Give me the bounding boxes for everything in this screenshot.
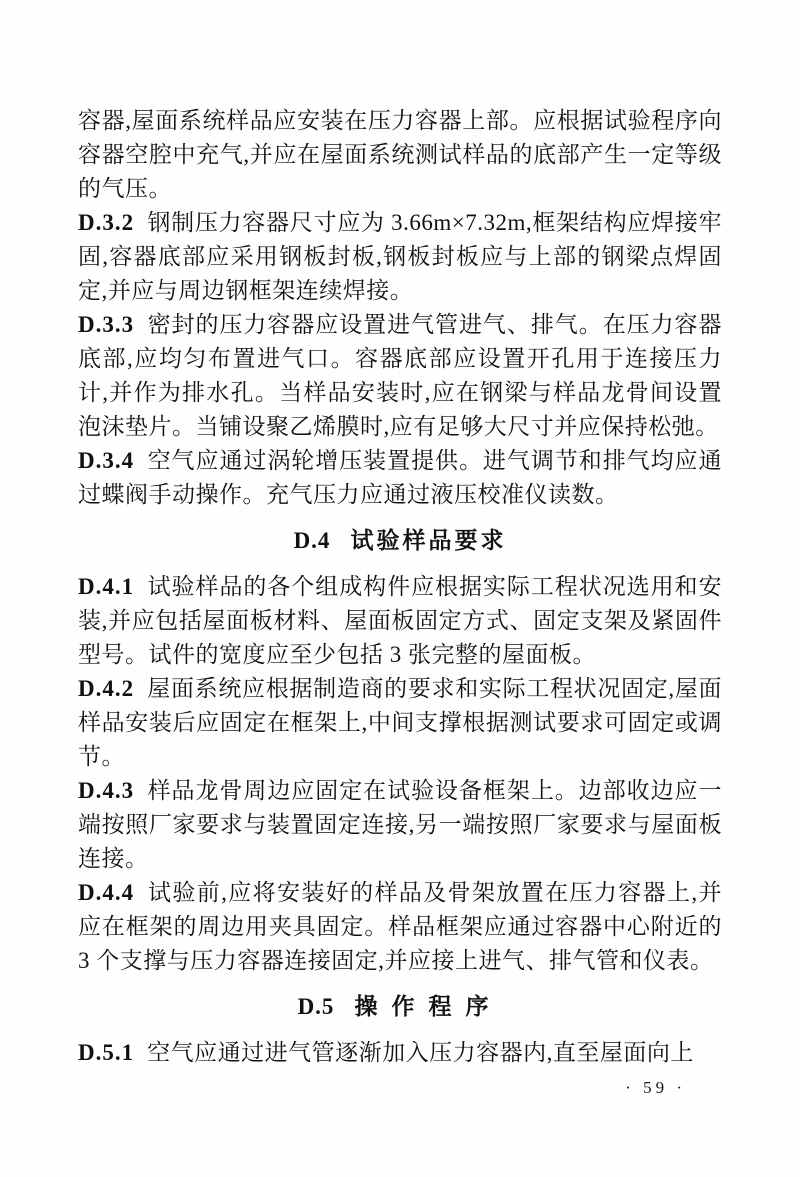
clause-number: D.4.2	[78, 676, 135, 701]
clause-text: 样品龙骨周边应固定在试验设备框架上。边部收边应一端按照厂家要求与装置固定连接,另一端按照厂家要求与屋面板连接。	[78, 778, 722, 871]
clause-number: D.4.1	[78, 574, 135, 599]
clause-d-3-3	[78, 308, 722, 444]
clause-number: D.4.4	[78, 880, 135, 905]
clause-text: 屋面系统应根据制造商的要求和实际工程状况固定,屋面样品安装后应固定在框架上,中间支撑根据测试要求可固定或调节。	[78, 676, 722, 769]
heading-title: 试验样品要求	[350, 528, 507, 553]
heading-number: D.5	[297, 994, 335, 1019]
clause-text: 试验样品的各个组成构件应根据实际工程状况选用和安装,并应包括屋面板材料、屋面板固定方式、固定支架及紧固件型号。试件的宽度应至少包括 3 张完整的屋面板。	[78, 574, 722, 667]
paragraph-continuation: 容器,屋面系统样品应安装在压力容器上部。应根据试验程序向容器空腔中充气,并应在屋面系统测试样品的底部产生一定等级的气压。	[78, 108, 722, 201]
clause-d-3-4	[78, 444, 722, 512]
clause-d-4-3	[78, 774, 722, 876]
clause-d-4-4	[78, 876, 722, 978]
section-heading-d5	[78, 990, 722, 1024]
clause-number: D.3.3	[78, 312, 135, 337]
clause-number: D.3.4	[78, 448, 135, 473]
clause-text: 空气应通过进气管逐渐加入压力容器内,直至屋面向上	[147, 1040, 694, 1065]
clause-number: D.5.1	[78, 1040, 135, 1065]
clause-text: 试验前,应将安装好的样品及骨架放置在压力容器上,并应在框架的周边用夹具固定。样品框架应通过容器中心附近的 3 个支撑与压力容器连接固定,并应接上进气、排气管和仪表。	[78, 880, 722, 973]
clause-d-5-1	[78, 1036, 722, 1070]
clause-number: D.3.2	[78, 210, 135, 235]
clause-number: D.4.3	[78, 778, 135, 803]
clause-text: 空气应通过涡轮增压装置提供。进气调节和排气均应通过蝶阀手动操作。充气压力应通过液压校准仪读数。	[78, 448, 722, 507]
clause-text: 密封的压力容器应设置进气管进气、排气。在压力容器底部,应均匀布置进气口。容器底部应设置开孔用于连接压力计,并作为排水孔。当样品安装时,应在钢梁与样品龙骨间设置泡沫垫片。当铺设聚乙烯膜时,应有足够大尺寸并应保持松弛。	[78, 312, 722, 439]
heading-number: D.4	[293, 528, 331, 553]
clause-d-4-2	[78, 672, 722, 774]
clause-text: 钢制压力容器尺寸应为 3.66m×7.32m,框架结构应焊接牢固,容器底部应采用钢板封板,钢板封板应与上部的钢梁点焊固定,并应与周边钢框架连续焊接。	[78, 210, 722, 303]
page-number-label: · 59 ·	[625, 1078, 686, 1097]
clause-d-4-1	[78, 570, 722, 672]
clause-d-3-2	[78, 206, 722, 308]
heading-title: 操作程序	[354, 994, 503, 1019]
section-heading-d4	[78, 524, 722, 558]
page-number	[78, 1076, 722, 1100]
